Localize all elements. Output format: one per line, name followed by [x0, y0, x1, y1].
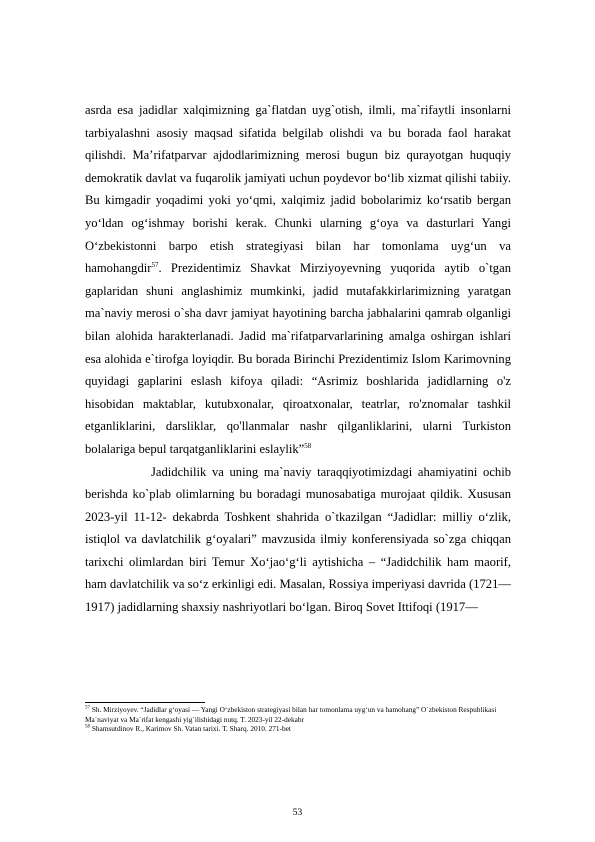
footnote-mark-58: 58 — [85, 724, 90, 730]
footnotes — [85, 705, 515, 734]
footnote-ref-58[interactable]: 58 — [304, 441, 312, 450]
footnote-57 — [85, 705, 515, 724]
paragraph-1 — [85, 99, 511, 461]
footnote-text-57: Sh. Mirziyoyev. “Jadidlar g‘oyasi — Yangi O‘zbekiston strategiyasi bilan har tomonlama uyg‘un va hamohang” O`zbekiston Respublikasi Ma`naviyat va Ma`rifat kengashi yig`ilishidagi nutq. T. 2023-yil 22-dekabr — [85, 705, 497, 724]
footnote-mark-57: 57 — [85, 705, 90, 711]
footnote-ref-57[interactable]: 57 — [151, 260, 159, 269]
footnote-separator — [85, 702, 205, 703]
footnote-text-58: Shamsutdinov R., Karimov Sh. Vatan tarixi. T. Sharq. 2010. 271-bet — [90, 724, 291, 734]
body-text — [85, 99, 511, 619]
page-number: 53 — [292, 808, 303, 818]
footnote-58 — [85, 724, 515, 734]
paragraph-1-part-1: asrda esa jadidlar xalqimizning ga`flatdan uyg`otish, ilmli, ma`rifaytli insonlarni tarbiyalashni asosiy maqsad sifatida belgilab olishdi va bu borada faol harakat qilishdi. Ma’rifatparvar ajdodlarimizning merosi bugun biz qurayotgan huquqiy demokratik davlat va fuqarolik jamiyati uchun poydevor bo‘lib xizmat qilishi tabiiy. Bu kimgadir yoqadimi yoki yo‘qmi, xalqimiz jadid bobolarimiz ko‘rsatib bergan yo‘ldan og‘ishmay borishi kerak. Chunki ularning g‘oya va dasturlari Yangi O‘zbekistonni barpo etish strategiyasi bilan har tomonlama uyg‘un va hamohangdir — [85, 103, 511, 276]
paragraph-2: Jadidchilik va uning ma`naviy taraqqiyotimizdagi ahamiyatini ochib berishda ko`plab olimlarning bu boradagi munosabatiga murojaat qildik. Xususan 2023-yil 11-12- dekabrda Toshkent shahrida o`tkazilgan “Jadidlar: milliy o‘zlik, istiqlol va davlatchilik g‘oyalari” mavzusida ilmiy konferensiyada so`zga chiqqan tarixchi olimlardan biri Temur Xo‘jao‘g‘li aytishicha – “Jadidchilik ham maorif, ham davlatchilik va so‘z erkinligi edi. Masalan, Rossiya imperiyasi davrida (1721—1917) jadidlarning shaxsiy nashriyotlari bo‘lgan. Biroq Sovet Ittifoqi (1917— — [85, 464, 511, 615]
paragraph-1-part-2: . Prezidentimiz Shavkat Mirziyoyevning yuqorida aytib o`tgan gaplaridan shuni anglashimiz mumkinki, jadid mutafakkirlarimizning yaratgan ma`naviy merosi o`sha davr jamiyat hayotining barcha jabhalarini qamrab olganligi bilan alohida harakterlanadi. Jadid ma`rifatparvarlarining amalga oshirgan ishlari esa alohida e`tirofga loyiqdir. Bu borada Birinchi Prezidentimiz Islom Karimovning quyidagi gaplarini eslash kifoya qiladi: “Asrimiz boshlarida jadidlarning o'z hisobidan maktablar, kutubxonalar, qiroatxonalar, teatrlar, ro'znomalar tashkil etganliklarini, darsliklar, qo'llanmalar nashr qilganliklarini, ularni Turkiston bolalariga bepul tarqatganliklarini eslaylik” — [85, 261, 511, 456]
